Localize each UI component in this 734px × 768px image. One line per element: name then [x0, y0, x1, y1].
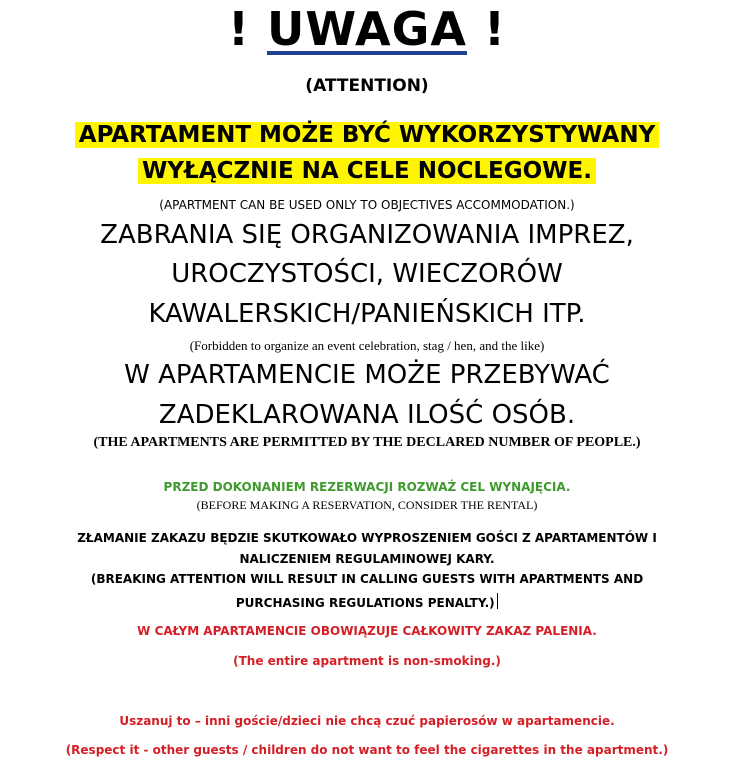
notice6-text: W CAŁYM APARTAMENCIE OBOWIĄZUJE CAŁKOWITY ZAKAZ PALENIA. — [137, 624, 597, 638]
title-exclamation-right: ! — [484, 2, 506, 56]
notice6-line4: (Respect it - other guests / children do not want to feel the cigarettes in the apartment.) — [65, 743, 669, 757]
notice6-line3: Uszanuj to – inni goście/dzieci nie chcą czuć papierosów w apartamencie. — [119, 714, 615, 728]
notice2-line3: KAWALERSKICH/PANIEŃSKICH ITP. — [148, 299, 586, 329]
notice5-line4 — [0, 593, 734, 610]
notice2-translation: (Forbidden to organize an event celebration, stag / hen, and the like) — [189, 338, 545, 353]
notice3-line1: W APARTAMENCIE MOŻE PRZEBYWAĆ — [124, 360, 610, 390]
notice1-line2 — [0, 158, 734, 184]
text-cursor — [497, 593, 499, 609]
notice4-translation: (BEFORE MAKING A RESERVATION, CONSIDER THE RENTAL) — [196, 498, 538, 512]
notice3-translation: (THE APARTMENTS ARE PERMITTED BY THE DECLARED NUMBER OF PEOPLE.) — [93, 435, 641, 450]
title-word: UWAGA — [267, 2, 467, 56]
notice4-text: PRZED DOKONANIEM REZERWACJI ROZWAŻ CEL WYNAJĘCIA. — [163, 480, 571, 494]
notice1-translation: (APARTMENT CAN BE USED ONLY TO OBJECTIVES ACCOMMODATION.) — [159, 198, 575, 212]
notice2-line2: UROCZYSTOŚCI, WIECZORÓW — [171, 259, 563, 289]
notice1-line1 — [0, 122, 734, 148]
notice3-line2: ZADEKLAROWANA ILOŚĆ OSÓB. — [158, 400, 576, 430]
notice6-translation: (The entire apartment is non-smoking.) — [233, 654, 501, 668]
notice2-line1: ZABRANIA SIĘ ORGANIZOWANIA IMPREZ, — [100, 220, 634, 250]
title-exclamation-left: ! — [228, 2, 250, 56]
notice5-line4-text: PURCHASING REGULATIONS PENALTY.) — [235, 596, 495, 610]
notice1-line2-text: WYŁĄCZNIE NA CELE NOCLEGOWE. — [138, 158, 596, 184]
subtitle: (ATTENTION) — [305, 76, 429, 96]
notice5-line1: ZŁAMANIE ZAKAZU BĘDZIE SKUTKOWAŁO WYPROSZENIEM GOŚCI Z APARTAMENTÓW I — [77, 531, 657, 545]
notice1-line1-text: APARTAMENT MOŻE BYĆ WYKORZYSTYWANY — [75, 122, 659, 148]
notice5-line2: NALICZENIEM REGULAMINOWEJ KARY. — [239, 552, 495, 566]
page-title — [0, 2, 734, 56]
notice5-line3: (BREAKING ATTENTION WILL RESULT IN CALLING GUESTS WITH APARTMENTS AND — [90, 572, 644, 586]
